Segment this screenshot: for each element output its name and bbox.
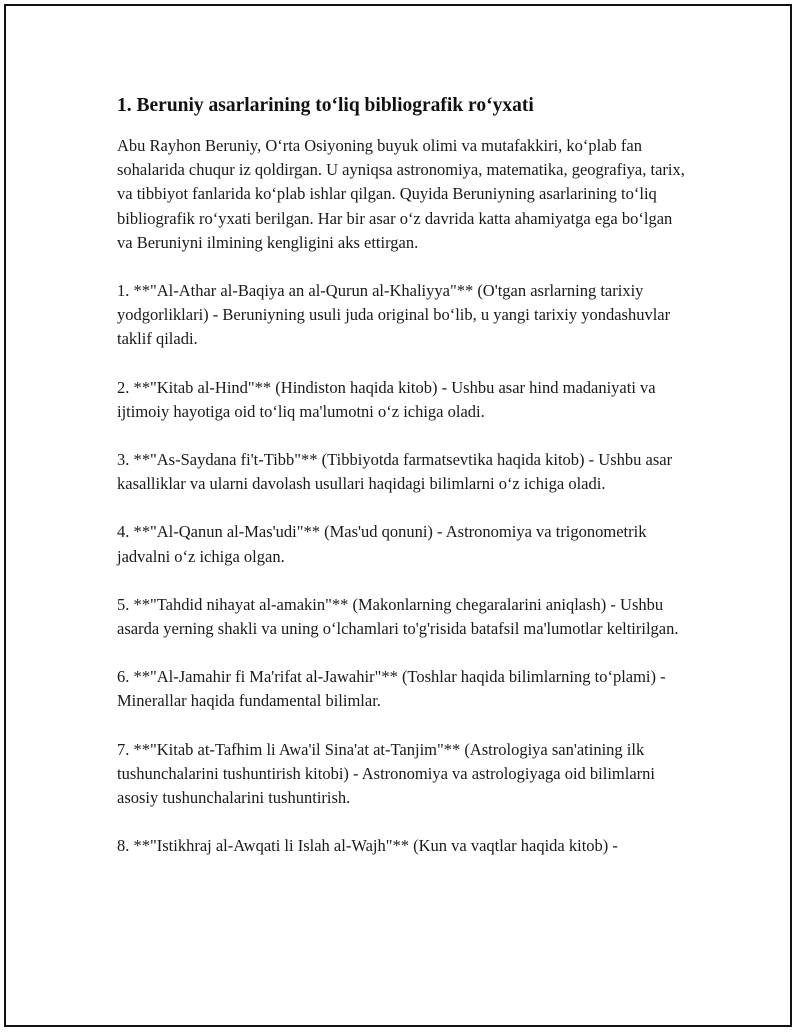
bibliography-entry-2: 2. **"Kitab al-Hind"** (Hindiston haqida kitob) - Ushbu asar hind madaniyati va ijtimoiy hayotiga oid to‘liq ma'lumotni o‘z ichiga oladi. xyxy=(117,377,656,421)
bibliography-entry-5: 5. **"Tahdid nihayat al-amakin"** (Makonlarning chegaralarini aniqlash) - Ushbu asarda yerning shakli va uning o‘lchamlari to'g'risida batafsil ma'lumotlar keltirilgan. xyxy=(117,594,679,639)
section-heading: 1. Beruniy asarlarining to‘liq bibliografik ro‘yxati xyxy=(117,95,534,116)
document-body xyxy=(117,92,687,882)
bibliography-entry-4: 4. **"Al-Qanun al-Mas'udi"** (Mas'ud qonuni) - Astronomiya va trigonometrik jadvalni o‘z ichiga olgan. xyxy=(117,522,647,566)
bibliography-entry-7: 7. **"Kitab at-Tafhim li Awa'il Sina'at at-Tanjim"** (Astrologiya san'atining ilk tushunchalarini tushuntirish kitobi) - Astronomiya va astrologiyaga oid bilimlarni asosiy tushunchalarini tushuntirish. xyxy=(117,739,656,808)
intro-paragraph: Abu Rayhon Beruniy, O‘rta Osiyoning buyuk olimi va mutafakkiri, ko‘plab fan sohalarida chuqur iz qoldirgan. U ayniqsa astronomiya, matematika, geografiya, tarix, va tibbiyot fanlarida ko‘plab ishlar qilgan. Quyida Beruniyning asarlarining to‘liq bibliografik ro‘yxati berilgan. Har bir asar o‘z davrida katta ahamiyatga ega bo‘lgan va Beruniyni ilmining kengligini aks ettirgan. xyxy=(117,136,685,252)
bibliography-entry-1: 1. **"Al-Athar al-Baqiya an al-Qurun al-Khaliyya"** (O'tgan asrlarning tarixiy yodgorliklari) - Beruniyning usuli juda original bo‘lib, u yangi tarixiy yondashuvlar taklif qiladi. xyxy=(117,281,671,349)
bibliography-entry-3: 3. **"As-Saydana fi't-Tibb"** (Tibbiyotda farmatsevtika haqida kitob) - Ushbu asar kasalliklar va ularni davolash usullari haqidagi bilimlarni o‘z ichiga oladi. xyxy=(117,450,673,494)
bibliography-entry-8: 8. **"Istikhraj al-Awqati li Islah al-Wajh"** (Kun va vaqtlar haqida kitob) - xyxy=(117,836,618,856)
bibliography-entry-6: 6. **"Al-Jamahir fi Ma'rifat al-Jawahir"** (Toshlar haqida bilimlarning to‘plami) - Minerallar haqida fundamental bilimlar. xyxy=(117,667,666,711)
